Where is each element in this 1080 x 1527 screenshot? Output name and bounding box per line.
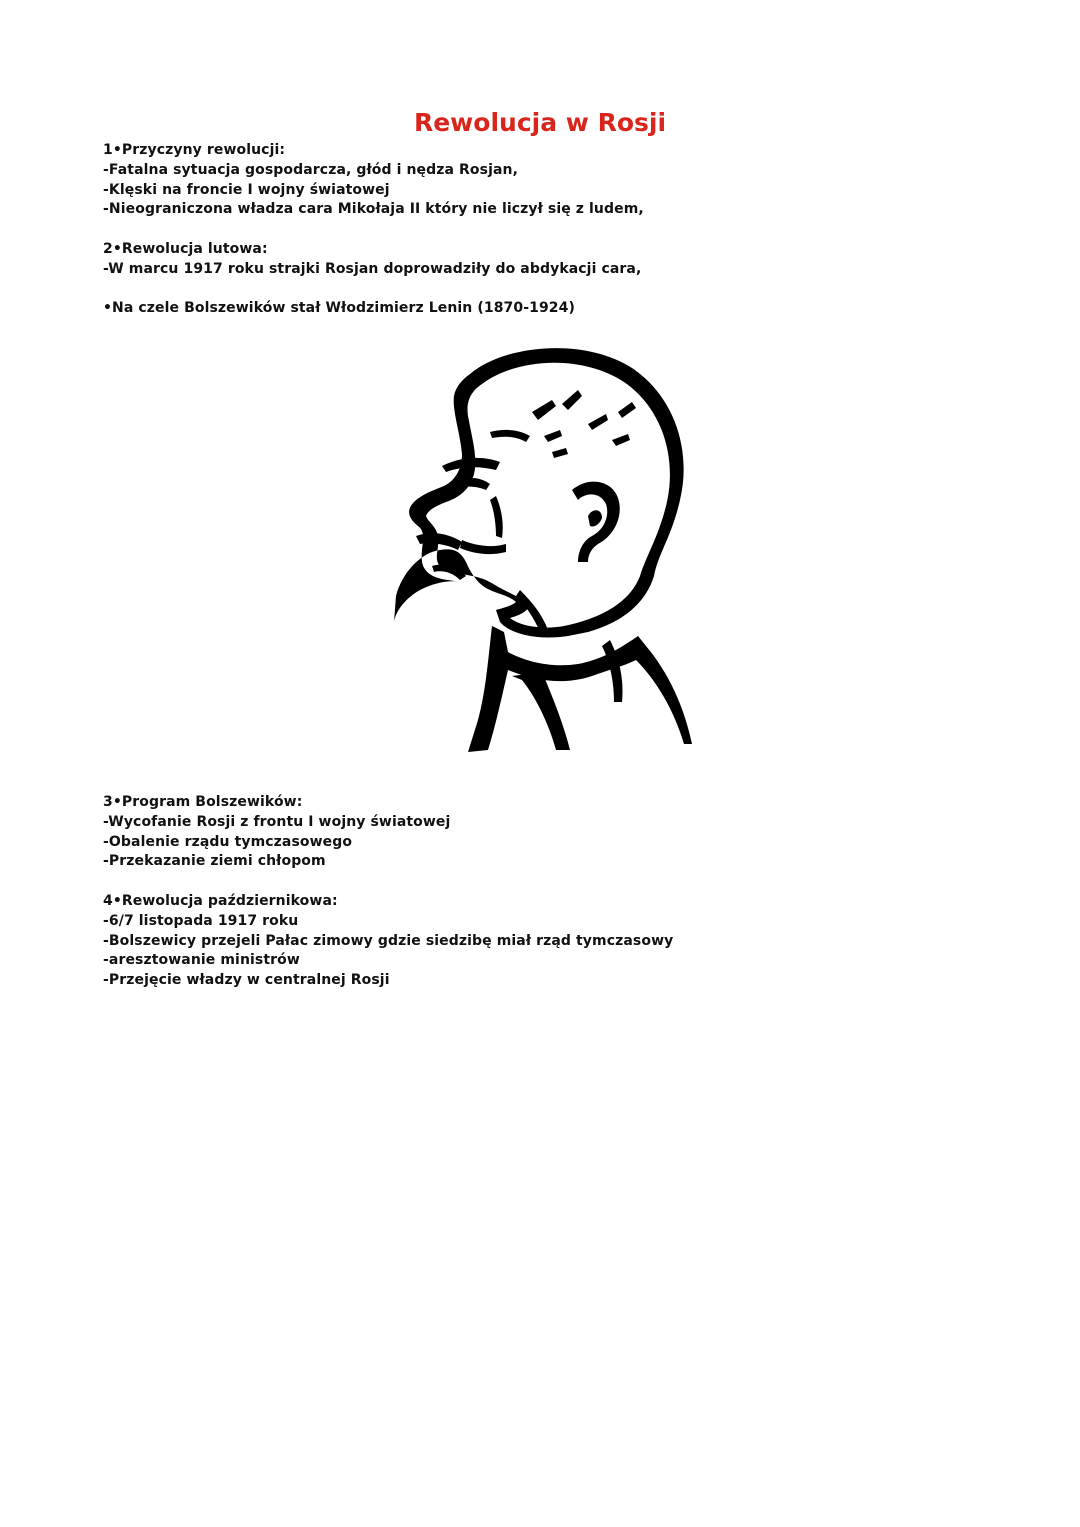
section-heading: 2•Rewolucja lutowa:: [103, 241, 268, 257]
list-item: -Przekazanie ziemi chłopom: [103, 853, 326, 870]
section-october-revolution: [103, 892, 923, 991]
lenin-portrait: [392, 340, 692, 752]
note-lenin: [103, 299, 923, 319]
list-item: -aresztowanie ministrów: [103, 952, 300, 969]
list-item: -Wycofanie Rosji z frontu I wojny światowej: [103, 813, 451, 830]
section-causes: [103, 141, 923, 220]
page-title: Rewolucja w Rosji: [413, 108, 667, 137]
list-item: -Fatalna sytuacja gospodarcza, głód i nędza Rosjan,: [103, 161, 519, 178]
list-item: -Klęski na froncie I wojny światowej: [103, 181, 390, 198]
list-item: -W marcu 1917 roku strajki Rosjan doprowadziły do abdykacji cara,: [103, 260, 642, 277]
section-heading: 1•Przyczyny rewolucji:: [103, 142, 286, 158]
section-february-revolution: [103, 240, 923, 280]
note-text: •Na czele Bolszewików stał Włodzimierz Lenin (1870-1924): [103, 300, 575, 316]
section-heading: 4•Rewolucja październikowa:: [103, 893, 338, 909]
list-item: -Obalenie rządu tymczasowego: [103, 833, 353, 850]
list-item: -Przejęcie władzy w centralnej Rosji: [103, 972, 390, 989]
section-heading: 3•Program Bolszewików:: [103, 794, 303, 810]
section-bolshevik-program: [103, 793, 923, 872]
list-item: -Bolszewicy przejeli Pałac zimowy gdzie siedzibę miał rząd tymczasowy: [103, 932, 674, 949]
list-item: -6/7 listopada 1917 roku: [103, 912, 299, 929]
list-item: -Nieograniczona władza cara Mikołaja II który nie liczył się z ludem,: [103, 201, 644, 218]
